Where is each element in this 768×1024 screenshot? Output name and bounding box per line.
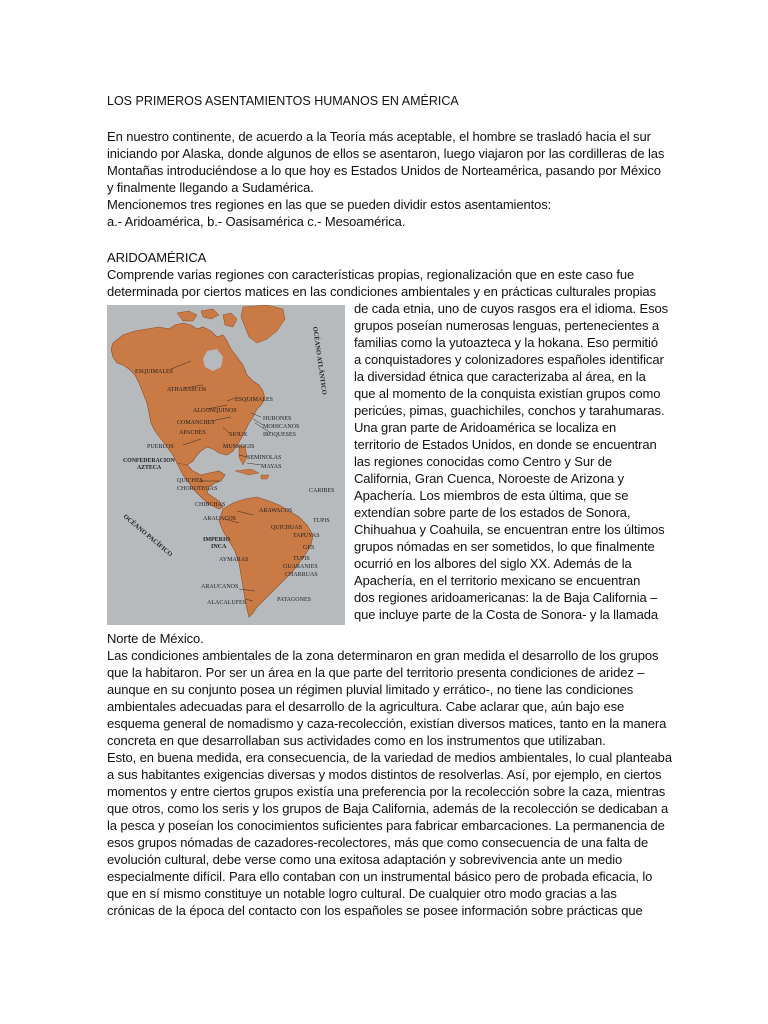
- wrap-line: territorio de Estados Unidos, en donde se encuentran: [354, 437, 657, 452]
- wrap-line: pericúes, pimas, guachichiles, conchos y tarahumaras.: [354, 403, 665, 418]
- intro-line: Mencionemos tres regiones en las que se pueden dividir estos asentamientos:: [107, 197, 552, 212]
- intro-line: a.- Aridoamérica, b.- Oasisamérica c.- Mesoamérica.: [107, 214, 406, 229]
- wrap-line: grupos poseían numerosas lenguas, pertenecientes a: [354, 318, 660, 333]
- wrap-line: que al momento de la conquista existían grupos como: [354, 386, 661, 401]
- wrap-line: las regiones conocidas como Centro y Sur de: [354, 454, 613, 469]
- label-imperio: IMPERIO: [203, 537, 230, 543]
- body-line: aunque en su conjunto posea un régimen pluvial limitado y errático-, no tiene las condiciones: [107, 682, 634, 697]
- body-line: que la habitaron. Por ser un área en la que parte del territorio presenta condiciones de aridez –: [107, 665, 645, 680]
- wrap-line: Apachería. Los miembros de esta última, que se: [354, 488, 629, 503]
- wrap-line: Apachería, en el territorio mexicano se encuentran: [354, 573, 641, 588]
- body-line: que en sí mismo constituye un notable logro cultural. De cualquier otro modo gracias a las: [107, 886, 617, 901]
- wrap-line: Chihuahua y Coahuila, se encuentran entre los últimos: [354, 522, 665, 537]
- body-line: evolución cultural, debe verse como una exitosa adaptación y sobrevivencia ante un medio: [107, 852, 623, 867]
- label-tapuyas: TAPUYAS: [293, 533, 320, 539]
- label-quichuas: QUICHUAS: [271, 525, 303, 531]
- label-sioux: SIOUX: [229, 432, 248, 438]
- label-athabascos: ATHABASCOS: [167, 387, 207, 393]
- label-alacalufes: ALACALUFES: [207, 600, 247, 606]
- section-line: Comprende varias regiones con características propias, regionalización que en este caso fue: [107, 267, 635, 282]
- body-line: concreta en que desarrollaban sus actividades como en los instrumentos que utilizaban.: [107, 733, 606, 748]
- wrap-line: dos regiones aridoamericanas: la de Baja California –: [354, 590, 658, 605]
- wrap-line: Una gran parte de Aridoamérica se localiza en: [354, 420, 617, 435]
- label-oceano-atlantico: OCÉANO ATLÁNTICO: [311, 326, 328, 396]
- label-patagones: PATAGONES: [277, 597, 311, 603]
- label-hurones: HURONES: [263, 416, 292, 422]
- label-ges: GES: [303, 545, 315, 551]
- intro-line: y finalmente llegando a Sudamérica.: [107, 180, 314, 195]
- label-quiches: QUICHES: [177, 478, 204, 484]
- label-mohicanos: MOHICANOS: [263, 424, 300, 430]
- body-line: Las condiciones ambientales de la zona determinaron en gran medida el desarrollo de los grupos: [107, 648, 659, 663]
- intro-line: En nuestro continente, de acuerdo a la Teoría más aceptable, el hombre se trasladó hacia el sur: [107, 129, 651, 144]
- body-line: ambientales adecuadas para el desarrollo de la agricultura. Cabe aclarar que, aún bajo ese: [107, 699, 625, 714]
- document-title: LOS PRIMEROS ASENTAMIENTOS HUMANOS EN AMÉRICA: [107, 94, 459, 108]
- wrap-line: ocurrió en los albores del siglo XX. Además de la: [354, 556, 632, 571]
- section-heading: ARIDOAMÉRICA: [107, 250, 207, 265]
- label-guaranies: GUARANIES: [283, 564, 318, 570]
- label-aymaras: AYMARAS: [219, 557, 249, 563]
- section-line: determinada por ciertos matices en las condiciones ambientales y en prácticas culturales propias: [107, 284, 656, 299]
- label-tupis: TUPIS: [313, 518, 330, 524]
- america-ethnic-map: [107, 305, 345, 625]
- body-line: Norte de México.: [107, 631, 204, 646]
- label-tupis-south: TUPIS: [293, 556, 310, 562]
- label-araucanos: ARAUCANOS: [201, 584, 239, 590]
- label-algonquinos: ALGONQUINOS: [193, 408, 237, 414]
- label-inca: INCA: [211, 544, 227, 550]
- label-pueblos: PUEBLOS: [147, 444, 174, 450]
- body-line: crónicas de la época del contacto con los españoles se posee información sobre prácticas que: [107, 903, 643, 918]
- label-apaches: APACHES: [179, 430, 206, 436]
- body-line: esquema general de nomadismo y caza-recolección, existían diversos matices, tanto en la manera: [107, 716, 667, 731]
- wrap-line: extendían sobre parte de los estados de Sonora,: [354, 505, 631, 520]
- wrap-line: la diversidad étnica que caracterizaba al área, en la: [354, 369, 646, 384]
- label-confederacion: CONFEDERACION: [123, 458, 175, 464]
- wrap-line: de cada etnia, uno de cuyos rasgos era el idioma. Esos: [354, 301, 669, 316]
- body-line: la pesca y poseían los conocimientos suficientes para fabricar embarcaciones. La permanencia de: [107, 818, 665, 833]
- body-line: Esto, en buena medida, era consecuencia, de la variedad de medios ambientales, lo cual planteaba: [107, 750, 672, 765]
- label-comanches: COMANCHES: [177, 420, 215, 426]
- label-caribes: CARIBES: [309, 488, 335, 494]
- wrap-line: familias como la yutoazteca y la hokana. Eso permitió: [354, 335, 658, 350]
- label-arauacos: ARAUACOS: [203, 516, 237, 522]
- label-charruas: CHARRUAS: [285, 572, 318, 578]
- body-line: que otros, como los seris y los grupos de Baja California, además de la recolección se dedicaban a: [107, 801, 669, 816]
- label-esquimales-east: ESQUIMALES: [235, 397, 274, 403]
- intro-line: iniciando por Alaska, donde algunos de ellos se asentaron, luego viajaron por las cordilleras de las: [107, 146, 665, 161]
- body-line: especialmente difícil. Para ello contaban con un instrumental básico pero de probada eficacia, lo: [107, 869, 653, 884]
- label-iroqueses: IROQUESES: [263, 432, 297, 438]
- label-azteca: AZTECA: [137, 465, 162, 471]
- map-svg: [107, 305, 345, 625]
- label-muskogis: MUSKOGIS: [223, 444, 255, 450]
- label-chibchas: CHIBCHAS: [195, 502, 226, 508]
- label-seminolas: SEMINOLAS: [247, 455, 282, 461]
- wrap-line: California, Gran Cuenca, Noroeste de Arizona y: [354, 471, 624, 486]
- label-chorotegas: CHOROTEGAS: [177, 486, 218, 492]
- intro-line: Montañas introduciéndose a lo que hoy es Estados Unidos de Norteamérica, pasando por México: [107, 163, 661, 178]
- wrap-line: grupos nómadas en ser sometidos, lo que finalmente: [354, 539, 655, 554]
- body-line: esos grupos nómadas de cazadores-recolectores, más que como consecuencia de una falta de: [107, 835, 649, 850]
- body-line: momentos y entre ciertos grupos existía una preferencia por la recolección sobre la caza, mientras: [107, 784, 666, 799]
- label-oceano-pacifico: OCÉANO PACÍFICO: [121, 513, 174, 559]
- label-esquimales: ESQUIMALES: [135, 369, 174, 375]
- wrap-line: que incluye parte de la Costa de Sonora- y la llamada: [354, 607, 658, 622]
- label-arawacos: ARAWACOS: [259, 508, 293, 514]
- body-line: a sus habitantes exigencias diversas y modos distintos de resolverlas. Así, por ejemplo, en ciertos: [107, 767, 662, 782]
- wrap-line: a conquistadores y colonizadores españoles identificar: [354, 352, 664, 367]
- label-mayas: MAYAS: [261, 464, 282, 470]
